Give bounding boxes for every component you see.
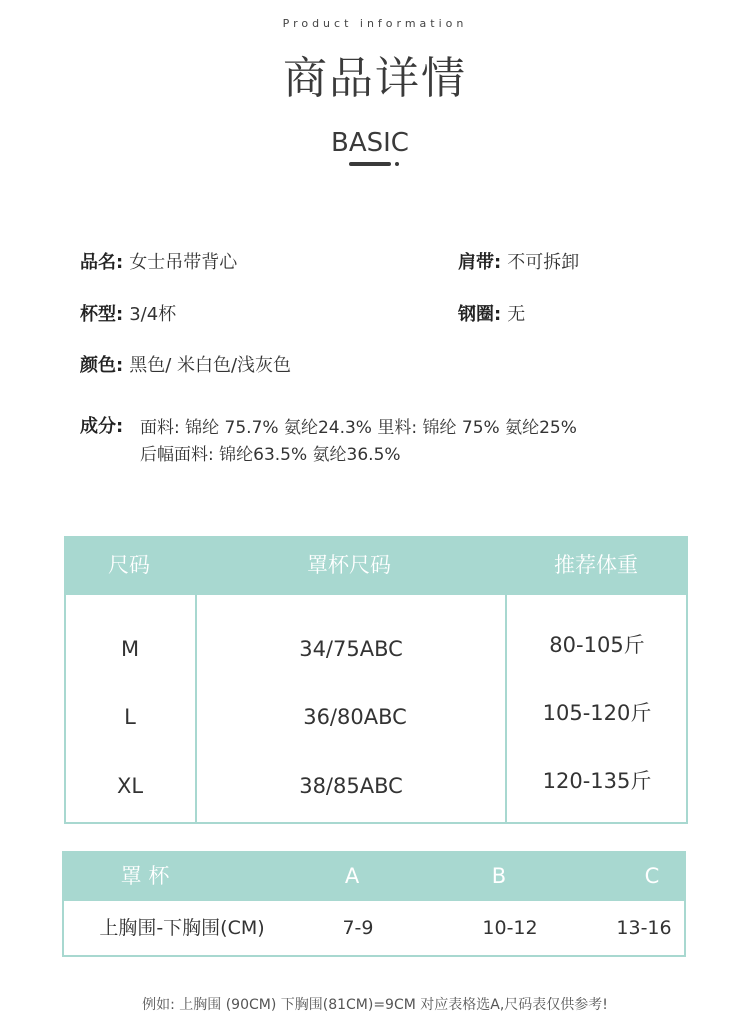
info-composition-label xyxy=(80,412,123,438)
cup-row-c: 13-16 xyxy=(616,917,672,939)
cup-table-header-b: B xyxy=(491,864,507,888)
info-cup-label: 杯型: xyxy=(80,304,124,325)
product-information-subtitle: Product information xyxy=(282,17,468,30)
heading-underline xyxy=(349,162,391,166)
info-wire-label: 钢圈: xyxy=(458,304,502,325)
weight-cell-xl: 120-135斤 xyxy=(542,769,652,793)
weight-cell-l: 105-120斤 xyxy=(542,701,652,725)
cup-row-label: 上胸围-下胸围(CM) xyxy=(99,917,265,939)
info-color-label: 颜色: xyxy=(80,355,124,376)
composition-line-2: 后幅面料: 锦纶63.5% 氨纶36.5% xyxy=(140,445,401,465)
size-table-header-size: 尺码 xyxy=(108,553,150,577)
info-strap xyxy=(458,248,579,274)
size-table-body xyxy=(64,595,688,824)
size-cell-l: L xyxy=(124,705,136,729)
page-title: 商品详情 xyxy=(283,53,467,104)
info-cup xyxy=(80,300,176,326)
info-wire-value: 无 xyxy=(507,304,526,325)
cup-row-a: 7-9 xyxy=(342,917,374,939)
cup-table-header-a: A xyxy=(344,864,360,888)
cup-table-body xyxy=(62,901,686,957)
cup-table-header-cup: 罩 杯 xyxy=(120,864,170,888)
cup-row-b: 10-12 xyxy=(482,917,538,939)
info-name-label: 品名: xyxy=(80,252,124,273)
size-table-header-cup: 罩杯尺码 xyxy=(307,553,391,577)
info-name-value: 女士吊带背心 xyxy=(129,252,238,273)
info-cup-value: 3/4杯 xyxy=(129,304,177,325)
size-note: 例如: 上胸围 (90CM) 下胸围(81CM)=9CM 对应表格选A,尺码表仅供参考! xyxy=(142,997,608,1013)
info-color xyxy=(80,351,291,377)
heading-dot xyxy=(395,162,399,166)
info-color-value: 黑色/ 米白色/浅灰色 xyxy=(129,355,292,376)
size-table-header-weight: 推荐体重 xyxy=(554,553,638,577)
info-name xyxy=(80,248,237,274)
size-table-header xyxy=(64,536,688,595)
weight-cell-m: 80-105斤 xyxy=(549,633,645,657)
size-cell-xl: XL xyxy=(116,774,144,798)
info-comp-label: 成分: xyxy=(80,416,124,437)
info-wire xyxy=(458,300,525,326)
info-strap-label: 肩带: xyxy=(458,252,502,273)
composition-line-1: 面料: 锦纶 75.7% 氨纶24.3% 里料: 锦纶 75% 氨纶25% xyxy=(140,418,577,438)
size-cell-m: M xyxy=(120,637,140,661)
cup-cell-l: 36/80ABC xyxy=(303,705,407,729)
cup-table-header xyxy=(62,851,686,901)
info-strap-value: 不可拆卸 xyxy=(507,252,580,273)
cup-cell-xl: 38/85ABC xyxy=(299,774,403,798)
cup-table-header-c: C xyxy=(644,864,660,888)
cup-cell-m: 34/75ABC xyxy=(299,637,403,661)
section-heading-basic: BASIC xyxy=(331,128,409,158)
